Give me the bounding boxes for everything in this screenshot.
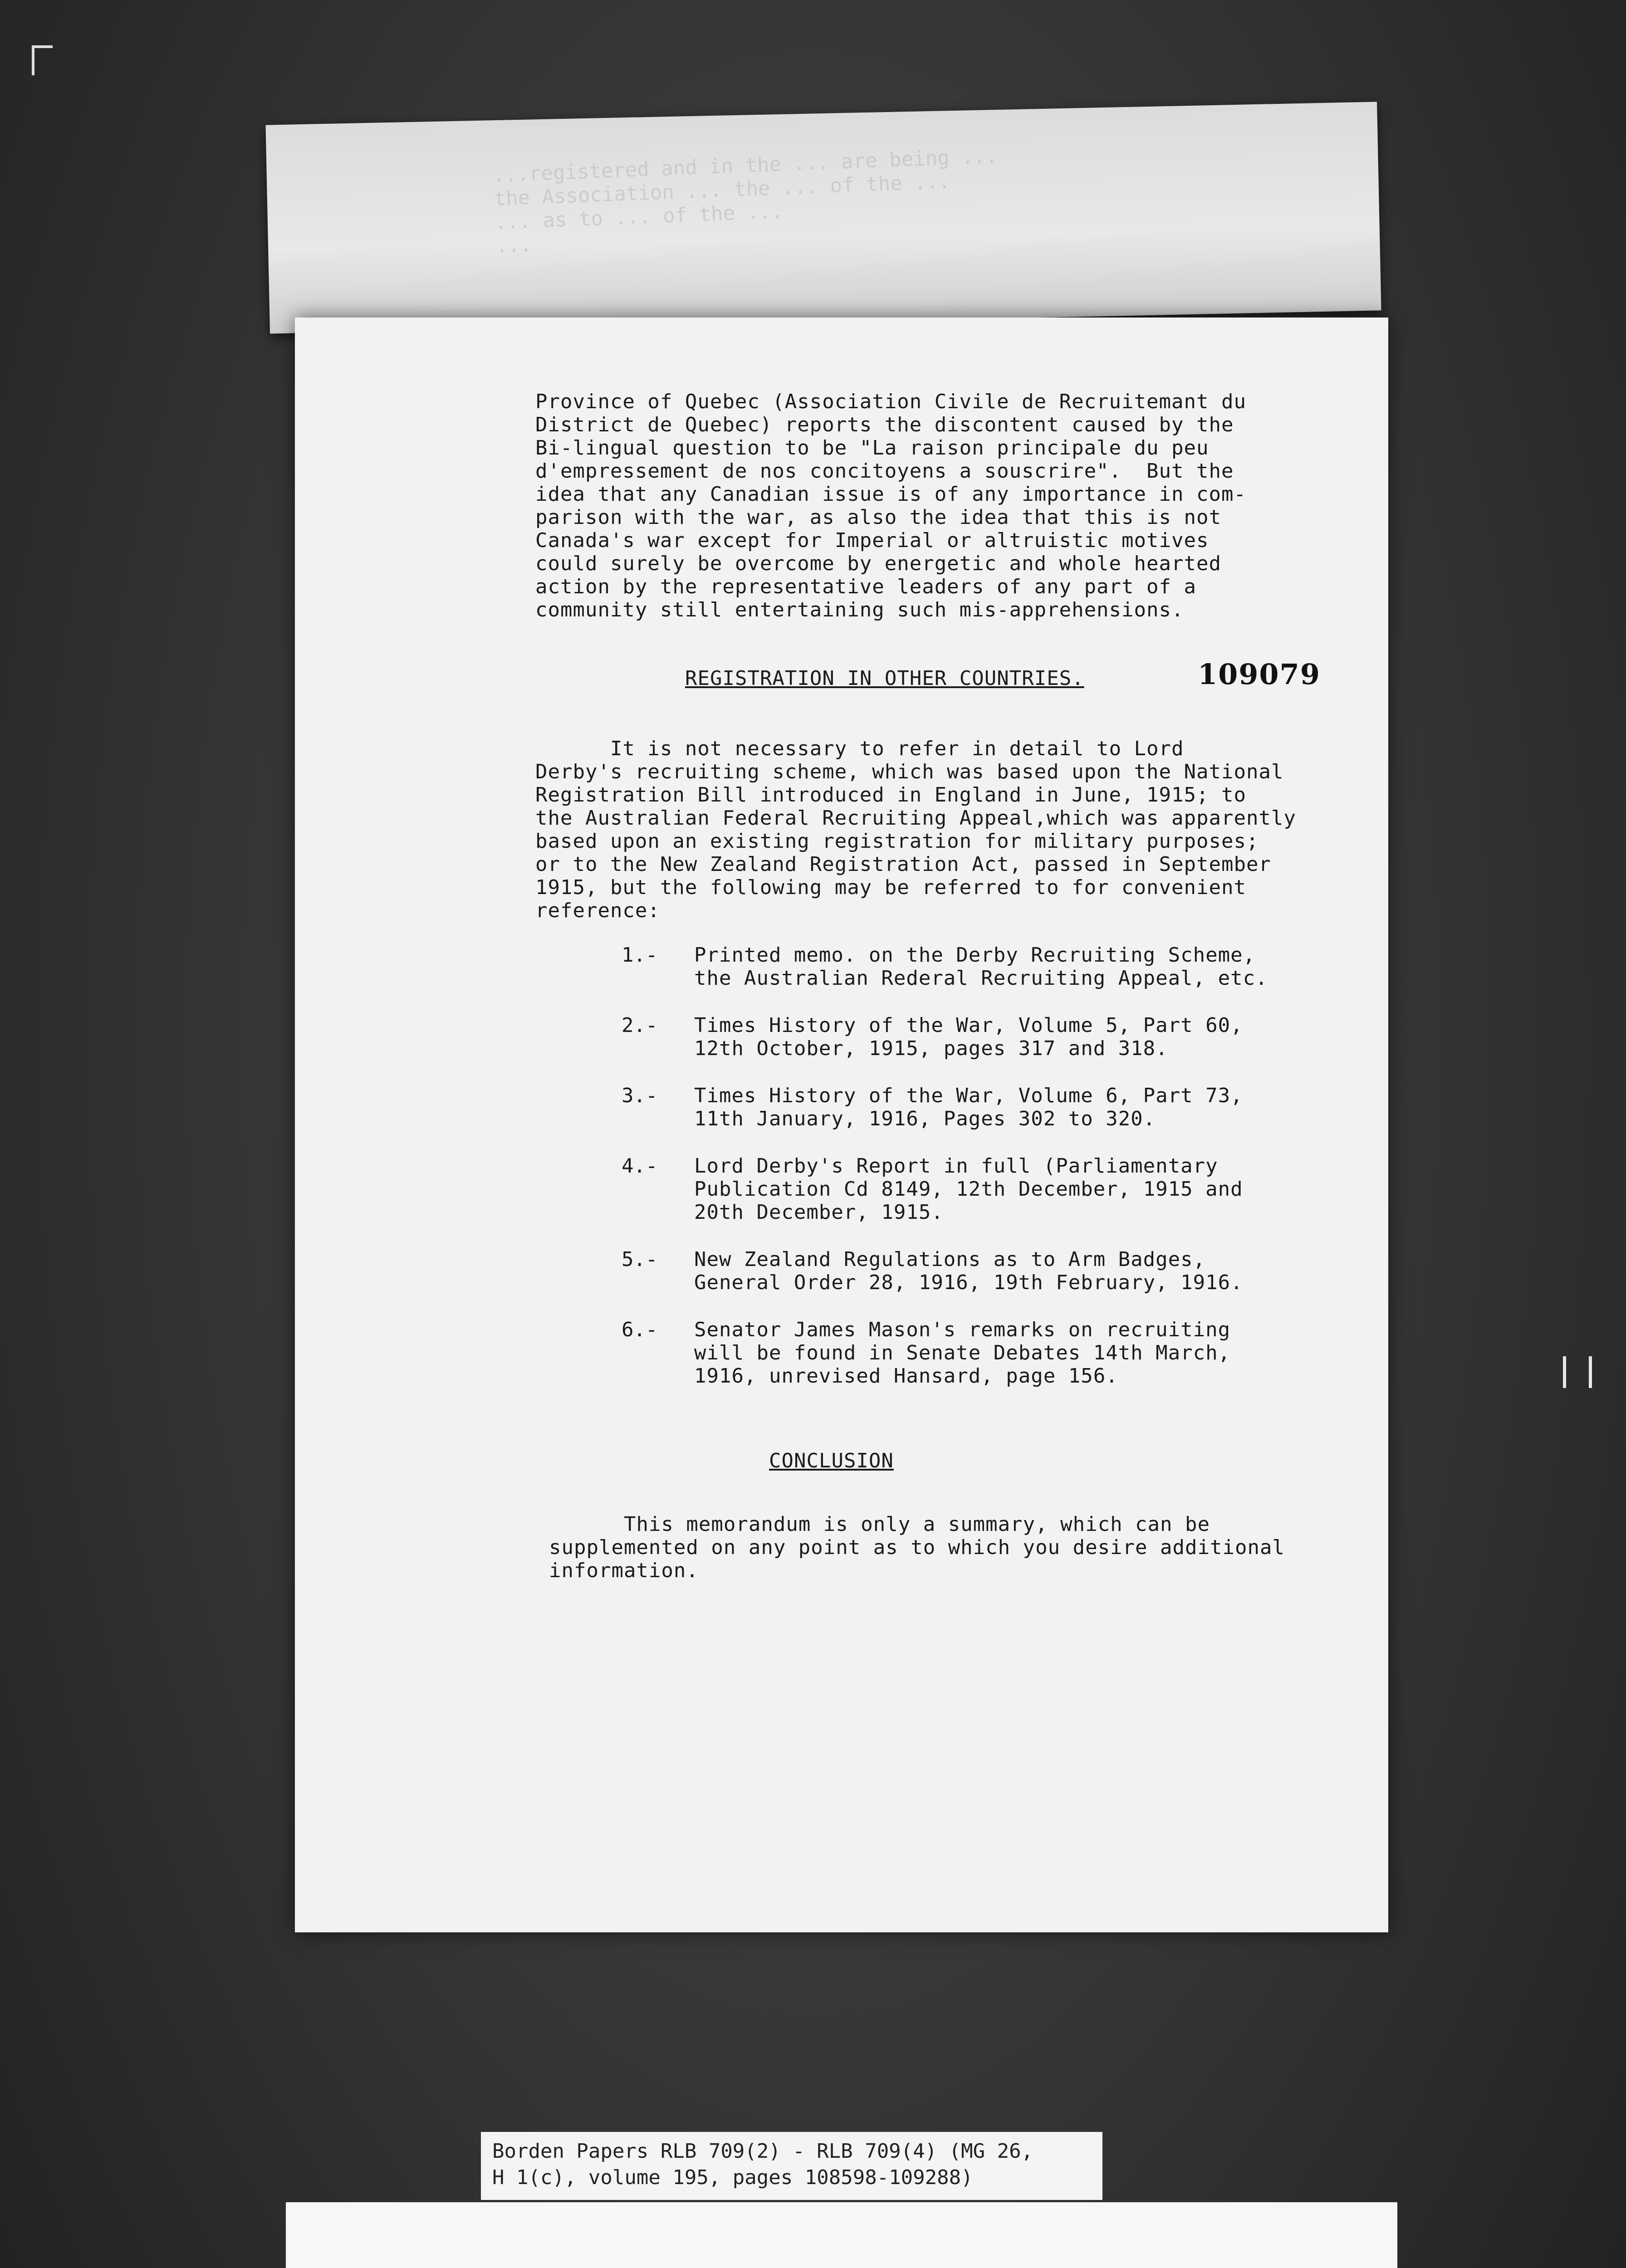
archives-card <box>286 2202 1397 2268</box>
list-item <box>622 1084 1393 1130</box>
reference-number: 4.- <box>622 1154 658 1178</box>
reference-text: Lord Derby's Report in full (Parliamentary Publication Cd 8149, 12th December, 1915 and 20th December, 1915. <box>694 1154 1243 1224</box>
reference-text: Times History of the War, Volume 5, Part 60, 12th October, 1915, pages 317 and 318. <box>694 1014 1243 1060</box>
reference-number: 3.- <box>622 1084 658 1107</box>
reference-number: 6.- <box>622 1318 658 1341</box>
heading-registration: REGISTRATION IN OTHER COUNTRIES. <box>685 667 1084 690</box>
corner-registration-mark <box>32 45 53 75</box>
conclusion-paragraph: This memorandum is only a summary, which can be supplemented on any point as to which you desire additional information. <box>549 1513 1285 1582</box>
list-item <box>622 1154 1393 1224</box>
reference-text: Senator James Mason's remarks on recruiting will be found in Senate Debates 14th March, 1916, unrevised Hansard, page 156. <box>694 1318 1231 1388</box>
reference-list <box>622 943 1393 1412</box>
document-page <box>295 318 1388 1932</box>
reference-text: Times History of the War, Volume 6, Part 73, 11th January, 1916, Pages 302 to 320. <box>694 1084 1243 1130</box>
list-item <box>622 943 1393 990</box>
document-number-stamp: 109079 <box>1198 658 1321 691</box>
list-item <box>622 1014 1393 1060</box>
list-item <box>622 1248 1393 1294</box>
citation-text: Borden Papers RLB 709(2) - RLB 709(4) (MG 26, H 1(c), volume 195, pages 108598-109288) <box>492 2140 1033 2189</box>
frame-edge-marks <box>1563 1356 1592 1388</box>
reference-number: 1.- <box>622 943 658 967</box>
intro-paragraph: Province of Quebec (Association Civile de Recruitemant du District de Quebec) reports the discontent caused by the Bi-lingual question to be "La raison principale du peu d'empressement de nos concitoyens a souscrire". But the idea that any Canadian issue is of any importance in com- parison with the war, as also the idea that this is not Canada's war except for Imperial or altruistic motives could surely be overcome by energetic and whole hearted action by the representative leaders of any part of a community still entertaining such mis-apprehensions. <box>535 390 1246 621</box>
citation-label <box>481 2132 1102 2200</box>
reference-text: New Zealand Regulations as to Arm Badges, General Order 28, 1916, 19th February, 1916. <box>694 1248 1243 1294</box>
fold-bleed-through-text: ...registered and in the ... are being ... the Association ... the ... of the ... ... as to ... of the ... ... <box>492 144 998 258</box>
folded-page-top <box>265 102 1381 333</box>
heading-conclusion: CONCLUSION <box>769 1449 894 1472</box>
list-item <box>622 1318 1393 1388</box>
reference-number: 5.- <box>622 1248 658 1271</box>
registration-paragraph: It is not necessary to refer in detail to Lord Derby's recruiting scheme, which was based upon the National Registration Bill introduced in England in June, 1915; to the Australian Federal Recruiting Appeal,which was apparently based upon an existing registration for military purposes; or to the New Zealand Registration Act, passed in September 1915, but the following may be referred to for convenient reference: <box>535 737 1296 922</box>
reference-text: Printed memo. on the Derby Recruiting Scheme, the Australian Rederal Recruiting Appeal, etc. <box>694 943 1268 990</box>
reference-number: 2.- <box>622 1014 658 1037</box>
